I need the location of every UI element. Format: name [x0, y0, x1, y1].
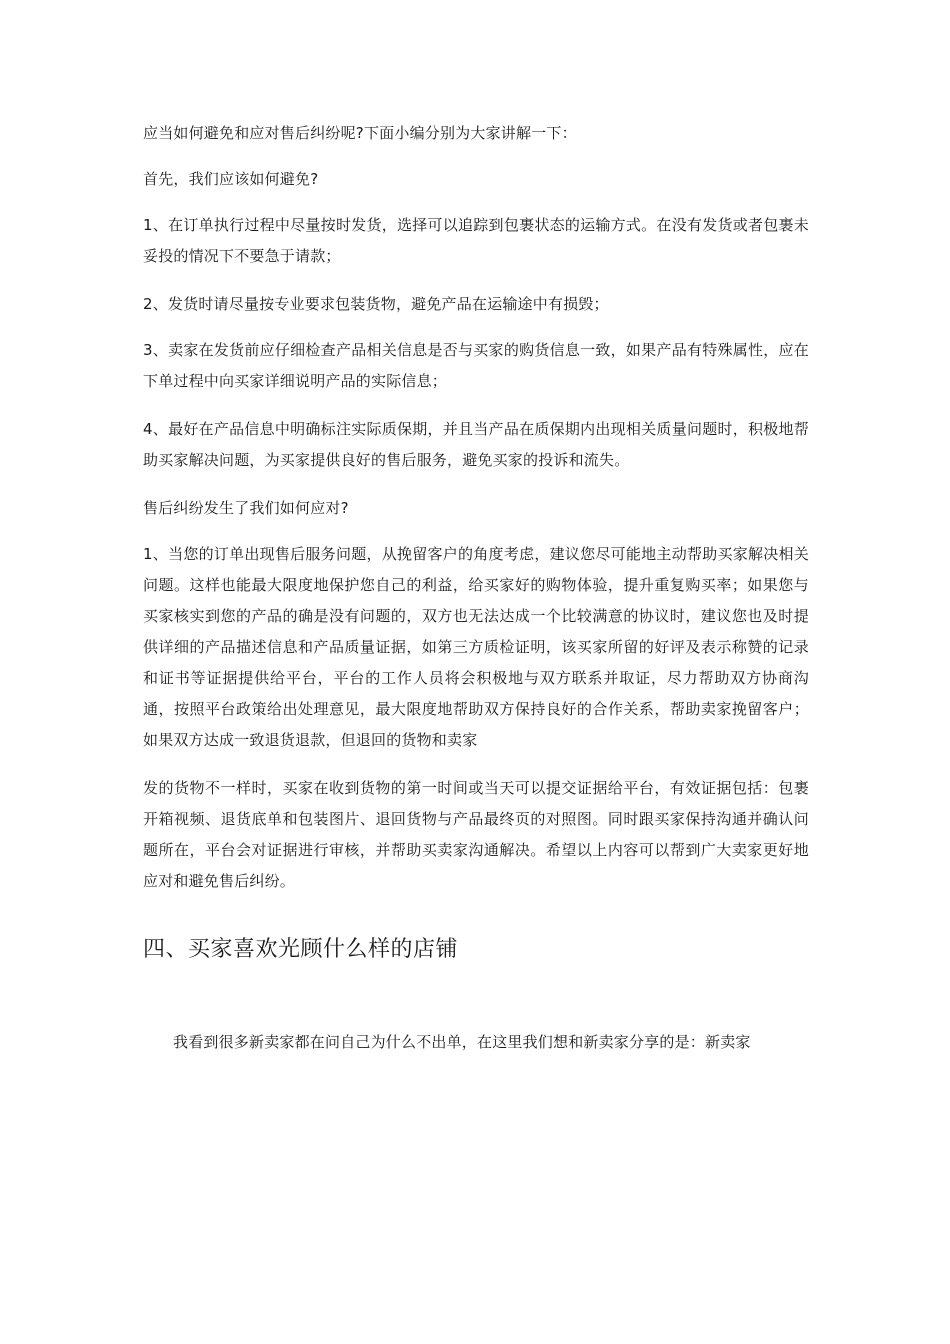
respond-subheading: 售后纠纷发生了我们如何应对? [143, 499, 349, 517]
section-paragraph: 我看到很多新卖家都在问自己为什么不出单，在这里我们想和新卖家分享的是：新卖家 [173, 1033, 751, 1051]
avoid-subheading: 首先，我们应该如何避免? [143, 170, 319, 188]
avoid-item-2: 2、发货时请尽量按专业要求包装货物，避免产品在运输途中有损毁； [143, 295, 609, 313]
avoid-item-4: 4、最好在产品信息中明确标注实际质保期，并且当产品在质保期内出现相关质量问题时，积极地帮助买家解决问题，为买家提供良好的售后服务，避免买家的投诉和流失。 [143, 420, 809, 469]
document-body [143, 118, 809, 1075]
avoid-item-1: 1、在订单执行过程中尽量按时发货，选择可以追踪到包裹状态的运输方式。在没有发货或者包裹未妥投的情况下不要急于请款； [143, 216, 809, 265]
section-heading: 四、买家喜欢光顾什么样的店铺 [143, 937, 459, 962]
avoid-item-3: 3、卖家在发货前应仔细检查产品相关信息是否与买家的购货信息一致，如果产品有特殊属性，应在下单过程中向买家详细说明产品的实际信息； [143, 341, 809, 390]
respond-item-1-continued: 发的货物不一样时，买家在收到货物的第一时间或当天可以提交证据给平台，有效证据包括：包裹开箱视频、退货底单和包装图片、退回货物与产品最终页的对照图。同时跟买家保持沟通并确认问题所在，平台会对证据进行审核，并帮助买卖家沟通解决。希望以上内容可以帮到广大卖家更好地应对和避免售后纠纷。 [143, 779, 809, 890]
intro-paragraph: 应当如何避免和应对售后纠纷呢?下面小编分别为大家讲解一下： [143, 124, 577, 142]
respond-item-1: 1、当您的订单出现售后服务问题，从挽留客户的角度考虑，建议您尽可能地主动帮助买家解决相关问题。这样也能最大限度地保护您自己的利益，给买家好的购物体验，提升重复购买率；如果您与买家核实到您的产品的确是没有问题的，双方也无法达成一个比较满意的协议时，建议您也及时提供详细的产品描述信息和产品质量证据，如第三方质检证明，该买家所留的好评及表示称赞的记录和证书等证据提供给平台，平台的工作人员将会积极地与双方联系并取证，尽力帮助双方协商沟通，按照平台政策给出处理意见，最大限度地帮助双方保持良好的合作关系，帮助卖家挽留客户；如果双方达成一致退货退款，但退回的货物和卖家 [143, 545, 809, 749]
